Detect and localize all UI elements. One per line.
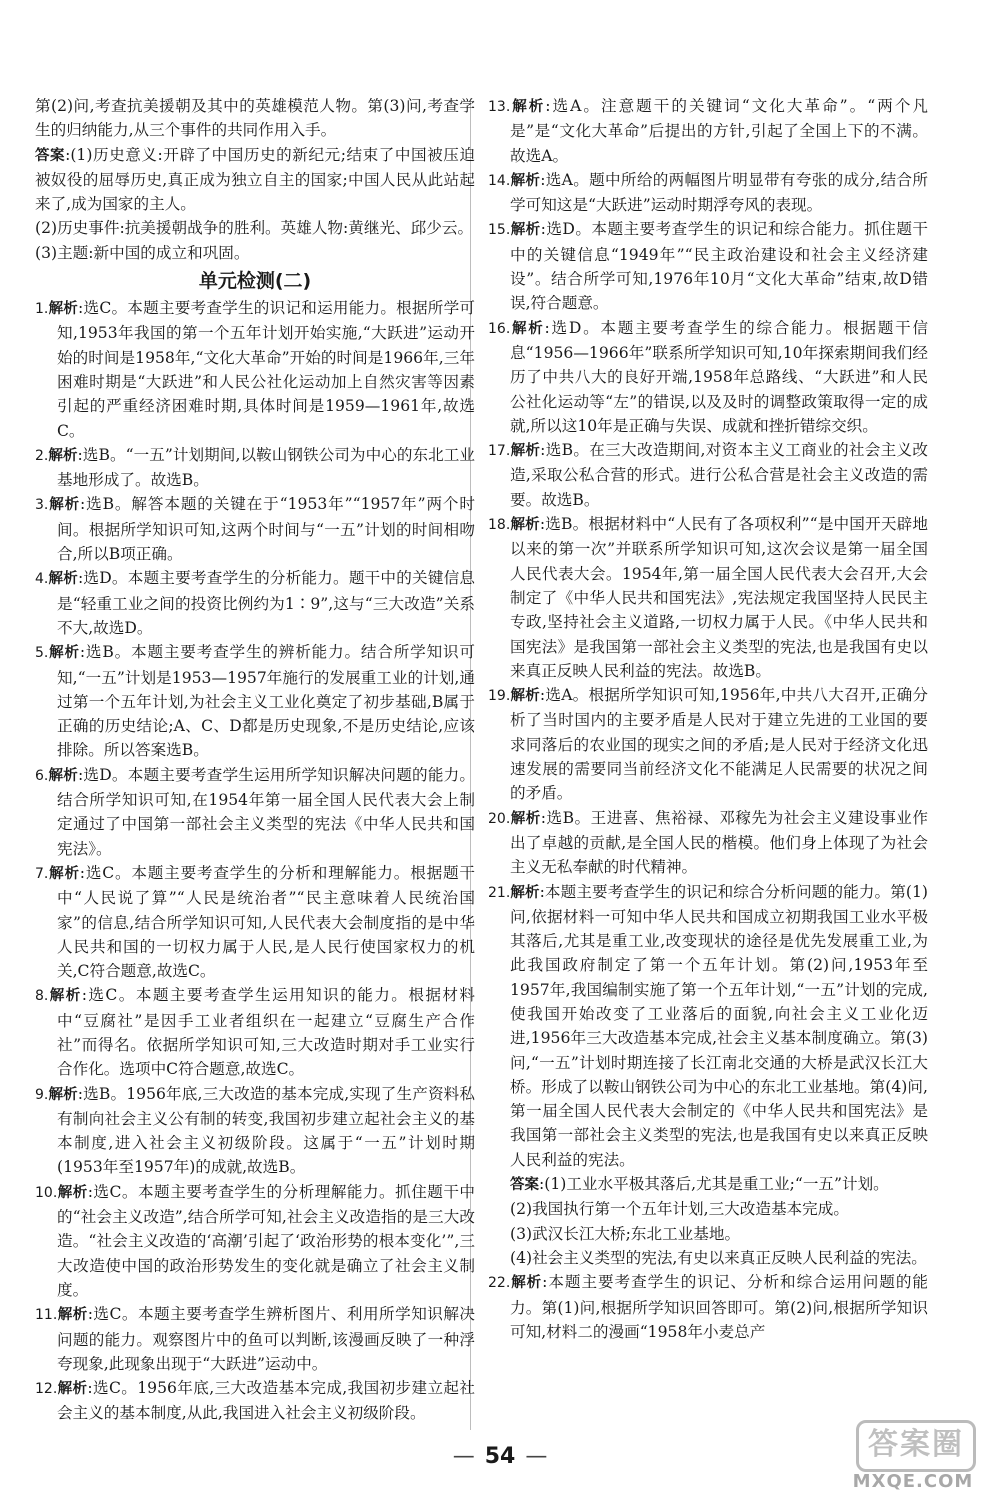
answer-line: :(1)历史意义:开辟了中国历史的新纪元;结束了中国被压迫被奴役的屈辱历史,真正成为独立自主的国家;中国人民从此站起来了,成为国家的主人。 [35, 145, 475, 214]
question-number: 8. [35, 988, 49, 1005]
analysis-label: 解析 [510, 884, 540, 901]
question-item [488, 94, 928, 168]
question-number: 7. [35, 865, 49, 882]
left-column [35, 94, 475, 1426]
question-number: 13. [488, 99, 511, 115]
question-item [488, 512, 928, 683]
question-number: 10. [35, 1184, 58, 1201]
intro-paragraph: 第(2)问,考查抗美援朝及其中的英雄模范人物。第(3)问,考查学生的归纳能力,从三个事件的共同作用入手。 [35, 97, 475, 140]
question-number: 1. [35, 301, 49, 318]
analysis-text: :选B。解答本题的关键在于“1953年”“1957年”两个时间。根据所学知识可知,这两个时间与“一五”计划的时间相吻合,所以B项正确。 [57, 495, 475, 564]
question-item [488, 806, 928, 880]
question-number: 11. [35, 1307, 58, 1324]
question-item [35, 763, 475, 861]
analysis-text: :选A。根据所学知识可知,1956年,中共八大召开,正确分析了当时国内的主要矛盾是人民对于建立先进的工业国的要求同落后的农业国的现实之间的矛盾;是人民对于经济文化迅速发展的需要同当前经济文化不能满足人民需要的状况之间的矛盾。 [510, 686, 929, 803]
question-item [35, 492, 475, 566]
analysis-label: 解析 [510, 443, 541, 460]
analysis-text: :选C。本题主要考查学生的分析和理解能力。根据题干中“人民说了算”“人民是统治者”“民主意味着人民统治国家”的信息,结合所学知识可知,人民代表大会制度指的是中华人民共和国的一切权力属于人民,是人民行使国家权力的机关,C符合题意,故选C。 [57, 863, 475, 981]
analysis-text: :选D。本题主要考查学生运用所学知识解决问题的能力。结合所学知识可知,在1954年第一届全国人民代表大会上制定通过了中国第一部社会主义类型的宪法《中华人民共和国宪法》。 [57, 765, 475, 858]
question-number: 3. [35, 497, 49, 514]
question-item-22 [488, 1270, 928, 1344]
analysis-label: 解析 [48, 301, 79, 318]
analysis-label: 解析 [57, 1381, 88, 1398]
question-item [488, 880, 928, 1173]
analysis-label: 解析 [510, 1275, 543, 1292]
analysis-label: 解析 [510, 222, 541, 239]
answer-line: (2)我国执行第一个五年计划,三大改造基本完成。 [510, 1200, 849, 1219]
analysis-text: :本题主要考查学生的识记、分析和综合运用问题的能力。第(1)问,根据所学知识回答即可。第(2)问,根据所学知识可知,材料二的漫画“1958年小麦总产 [510, 1273, 929, 1341]
analysis-label: 解析 [510, 688, 540, 705]
answer-label: 答案 [510, 1177, 539, 1194]
analysis-text: :选B。1956年底,三大改造的基本完成,实现了生产资料私有制向社会主义公有制的转变,我国初步建立起社会主义的基本制度,进入社会主义初级阶段。这属于“一五”计划时期(1953年至1957年)的成就,故选B。 [57, 1084, 476, 1177]
question-number: 20. [488, 810, 511, 827]
analysis-text: :选A。题中所给的两幅图片明显带有夸张的成分,结合所学可知这是“大跃进”运动时期浮夸风的表现。 [510, 170, 928, 215]
answer-line: (4)社会主义类型的宪法,有史以来真正反映人民利益的宪法。 [510, 1248, 927, 1267]
answer-block [488, 1172, 928, 1197]
page-dash-right: — [525, 1444, 548, 1469]
analysis-label: 解析 [57, 1307, 88, 1324]
question-number: 19. [488, 688, 511, 705]
analysis-text: :选C。1956年底,三大改造基本完成,我国初步建立起社会主义的基本制度,从此,我国进入社会主义初级阶段。 [57, 1379, 475, 1423]
question-number: 5. [35, 645, 49, 662]
analysis-label: 解析 [57, 1184, 88, 1201]
question-item [35, 983, 475, 1081]
question-item [488, 217, 928, 315]
question-number: 15. [488, 222, 511, 239]
question-item [35, 566, 475, 640]
answer-line: (3)武汉长江大桥;东北工业基地。 [510, 1224, 741, 1243]
question-number: 2. [35, 447, 49, 464]
question-number: 17. [488, 443, 511, 460]
question-item [35, 1302, 475, 1376]
question-number: 14. [488, 172, 511, 189]
analysis-label: 解析 [48, 571, 78, 588]
question-item [35, 443, 475, 493]
question-item [488, 683, 928, 805]
analysis-text: :选B。“一五”计划期间,以鞍山钢铁公司为中心的东北工业基地形成了。故选B。 [57, 445, 475, 490]
question-number: 21. [488, 884, 511, 901]
answer-block [35, 143, 475, 217]
analysis-label: 解析 [510, 320, 545, 337]
question-list [35, 296, 475, 1426]
analysis-label: 解析 [48, 497, 80, 514]
analysis-label: 解析 [48, 767, 78, 784]
analysis-text: :选B。本题主要考查学生的辨析能力。结合所学知识可知,“一五”计划是1953—1957年施行的发展重工业的计划,通过第一个五年计划,为社会主义工业化奠定了初步基础,B属于正确的历史结论;A、C、D都是历史现象,不是历史结论,应该排除。所以答案选B。 [57, 643, 476, 760]
question-list [488, 94, 928, 1172]
analysis-text: :选C。本题主要考查学生的分析理解能力。抓住题干中的“社会主义改造”,结合所学可知,社会主义改造指的是三大改造。“社会主义改造的‘高潮’引起了‘政治形势的根本变化’”,三大改造使中国的政治形势发生的变化就是确立了社会主义制度。 [57, 1182, 476, 1299]
analysis-label: 解析 [48, 447, 78, 464]
watermark [838, 1420, 988, 1492]
question-item [35, 1082, 475, 1180]
analysis-text: :选A。注意题干的关键词“文化大革命”。“两个凡是”是“文化大革命”后提出的方针,引起了全国上下的不满。故选A。 [510, 97, 929, 165]
analysis-text: :选C。本题主要考查学生运用知识的能力。根据材料中“豆腐社”是因手工业者组织在一起建立“豆腐生产合作社”而得名。依据所学知识可知,三大改造时期对手工业实行合作化。选项中C符合题意,故选C。 [57, 986, 476, 1079]
question-item [35, 640, 475, 762]
answer-line: (2)历史事件:抗美援朝战争的胜利。英雄人物:黄继光、邱少云。 [35, 219, 474, 238]
analysis-text: :选B。在三大改造期间,对资本主义工商业的社会主义改造,采取公私合营的形式。进行公私合营是社会主义改造的需要。故选B。 [510, 441, 929, 509]
question-number: 16. [488, 320, 511, 337]
analysis-text: :选D。本题主要考查学生的综合能力。根据题干信息“1956—1966年”联系所学知识可知,10年探索期间我们经历了中共八大的良好开端,1958年总路线、“大跃进”和人民公社化运动等“左”的错误,以及及时的调整政策取得一定的成就,所以这10年是正确与失误、成就和挫折错综交织。 [510, 318, 929, 435]
analysis-text: :选B。根据材料中“人民有了各项权利”“是中国开天辟地以来的第一次”并联系所学知识可知,这次会议是第一届全国人民代表大会。1954年,第一届全国人民代表大会召开,大会制定了《中华人民共和国宪法》,宪法规定我国坚持人民民主专政,坚持社会主义道路,一切权力属于人民。《中华人民共和国宪法》是我国第一部社会主义类型的宪法,也是我国有史以来真正反映人民利益的宪法。故选B。 [510, 515, 928, 680]
answer-line: :(1)工业水平极其落后,尤其是重工业;“一五”计划。 [539, 1175, 889, 1194]
analysis-label: 解析 [510, 172, 541, 189]
question-item [35, 861, 475, 983]
analysis-text: :选C。本题主要考查学生辨析图片、利用所学知识解决问题的能力。观察图片中的鱼可以判断,该漫画反映了一种浮夸现象,此现象出现于“大跃进”运动中。 [57, 1305, 476, 1373]
analysis-label: 解析 [510, 810, 541, 827]
question-number: 18. [488, 517, 511, 534]
question-number: 12. [35, 1381, 58, 1398]
right-column [488, 94, 928, 1344]
analysis-text: :本题主要考查学生的识记和综合分析问题的能力。第(1)问,依据材料一可知中华人民共和国成立初期我国工业水平极其落后,尤其是重工业,改变现状的途径是优先发展重工业,为此我国政府制定了第一个五年计划。第(2)问,1953年至1957年,我国编制实施了第一个五年计划,“一五”计划的完成,使我国开始改变了工业落后的面貌,向社会主义工业化迈进,1956年三大改造基本完成,社会主义基本制度确立。第(3)问,“一五”计划时期连接了长江南北交通的大桥是武汉长江大桥。形成了以鞍山钢铁公司为中心的东北工业基地。第(4)问,第一届全国人民代表大会制定的《中华人民共和国宪法》是我国第一部社会主义类型的宪法,也是我国有史以来真正反映人民利益的宪法。 [510, 882, 929, 1169]
analysis-text: :选D。本题主要考查学生的识记和综合能力。抓住题干中的关键信息“1949年”“民主政治建设和社会主义经济建设”。结合所学可知,1976年10月“文化大革命”结束,故D错误,符合题意。 [510, 220, 928, 313]
question-number: 22. [488, 1275, 511, 1292]
analysis-label: 解析 [510, 517, 540, 534]
answer-line: (3)主题:新中国的成立和巩固。 [35, 243, 250, 262]
analysis-label: 解析 [48, 865, 80, 882]
section-title: 单元检测(二) [198, 270, 312, 293]
analysis-text: :选C。本题主要考查学生的识记和运用能力。根据所学可知,1953年我国的第一个五年计划开始实施,“大跃进”运动开始的时间是1958年,“文化大革命”开始的时间是1966年,三年困难时期是“大跃进”和人民公社化运动加上自然灾害等因素引起的严重经济困难时期,具体时间是1959—1961年,故选C。 [57, 299, 476, 440]
question-item [488, 168, 928, 218]
page-number-value: 54 [484, 1444, 516, 1469]
analysis-label: 解析 [510, 99, 546, 115]
question-number: 6. [35, 767, 49, 784]
watermark-site: MXQE.COM [852, 1471, 974, 1492]
page-dash-left: — [452, 1444, 475, 1469]
question-number: 4. [35, 571, 49, 588]
answer-label: 答案 [35, 147, 66, 164]
analysis-text: :选B。王进喜、焦裕禄、邓稼先为社会主义建设事业作出了卓越的贡献,是全国人民的楷模。他们身上体现了为社会主义无私奉献的时代精神。 [510, 808, 928, 877]
question-item [35, 1180, 475, 1302]
watermark-logo: 答案圈 [856, 1420, 976, 1472]
analysis-label: 解析 [48, 988, 82, 1005]
question-item [488, 438, 928, 512]
analysis-text: :选D。本题主要考查学生的分析能力。题干中的关键信息是“轻重工业之间的投资比例约为1∶9”,这与“三大改造”关系不大,故选D。 [57, 569, 475, 637]
analysis-label: 解析 [48, 645, 80, 662]
question-item [35, 1376, 475, 1426]
question-item [488, 316, 928, 438]
question-number: 9. [35, 1086, 49, 1103]
analysis-label: 解析 [48, 1086, 78, 1103]
question-item [35, 296, 475, 443]
